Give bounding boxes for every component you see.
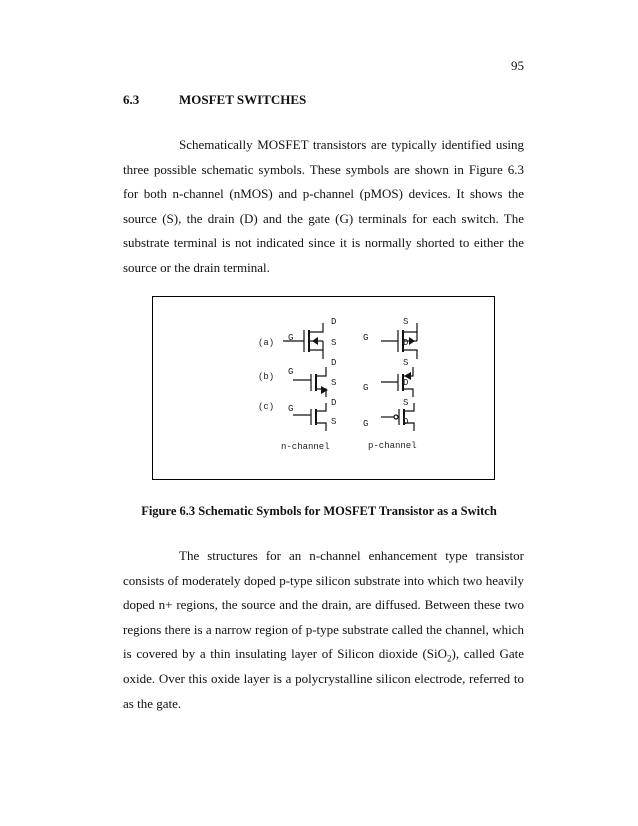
pmos-b-drain-label: D [403, 378, 409, 388]
figure-6-3 [152, 296, 495, 480]
nmos-a-source-lead [309, 350, 323, 359]
nchannel-label: n-channel [281, 442, 330, 452]
subscript-2: 2 [447, 653, 452, 664]
pmos-a-source-label: S [403, 317, 409, 327]
pmos-c-source-label: S [403, 398, 409, 408]
nmos-b-arrow [321, 386, 328, 394]
nmos-c-drain-lead [316, 403, 326, 411]
pchannel-label: p-channel [368, 441, 417, 451]
pmos-b-source-label: S [403, 358, 409, 368]
nmos-a-drain-lead [309, 323, 323, 332]
nmos-b-drain-label: D [331, 358, 337, 368]
row-label-c: (c) [258, 402, 275, 412]
mosfet-symbols-diagram [153, 297, 496, 481]
page-number: 95 [511, 58, 524, 73]
section-heading [123, 92, 306, 108]
structure-paragraph-text-end: ), called Gate oxide. Over this oxide layer is a polycrystalline silicon electrode, referred to as the gate. [123, 646, 524, 711]
row-label-a: (a) [258, 338, 275, 348]
nmos-a-drain-label: D [331, 317, 337, 327]
pmos-c-gate-label: G [363, 419, 369, 429]
nmos-b-gate-label: G [288, 367, 294, 377]
section-number: 6.3 [123, 92, 140, 107]
section-title: MOSFET SWITCHES [179, 92, 307, 107]
figure-caption: Figure 6.3 Schematic Symbols for MOSFET Transistor as a Switch [141, 504, 497, 518]
pmos-c-gate-bubble [394, 415, 398, 419]
pmos-c-drain-label: D [403, 417, 409, 427]
pmos-b-drain-lead [403, 389, 413, 397]
nmos-b-drain-lead [316, 367, 326, 376]
nmos-b-source-label: S [331, 378, 337, 388]
pmos-a-gate-label: G [363, 333, 369, 343]
nmos-c-source-label: S [331, 417, 337, 427]
pmos-b-gate-label: G [363, 383, 369, 393]
nmos-a-arrow [312, 337, 318, 345]
nmos-c-gate-label: G [288, 404, 294, 414]
intro-paragraph-text: Schematically MOSFET transistors are typically identified using three possible schematic symbols. These symbols are shown in Figure 6.3 for both n-channel (nMOS) and p-channel (pMOS) devices. It shows the source (S), the drain (D) and the gate (G) terminals for each switch. The substrate terminal is not indicated since it is normally shorted to either the source or the drain terminal. [123, 137, 524, 275]
intro-paragraph [123, 133, 524, 281]
structure-paragraph-text: The structures for an n-channel enhancement type transistor consists of moderately doped p-type silicon substrate into which two heavily doped n+ regions, the source and the drain, are diffused. Between these two regions there is a narrow region of p-type substrate called the channel, which is covered by a thin insulating layer of Silicon dioxide (SiO [123, 548, 524, 662]
nmos-a-gate-label: G [288, 333, 294, 343]
nmos-c-source-lead [316, 423, 326, 431]
nmos-c-drain-label: D [331, 398, 337, 408]
pmos-a-arrow [409, 337, 415, 345]
nmos-a-source-label: S [331, 338, 337, 348]
pmos-a-drain-label: D [403, 338, 409, 348]
structure-paragraph [123, 544, 524, 716]
row-label-b: (b) [258, 372, 275, 382]
